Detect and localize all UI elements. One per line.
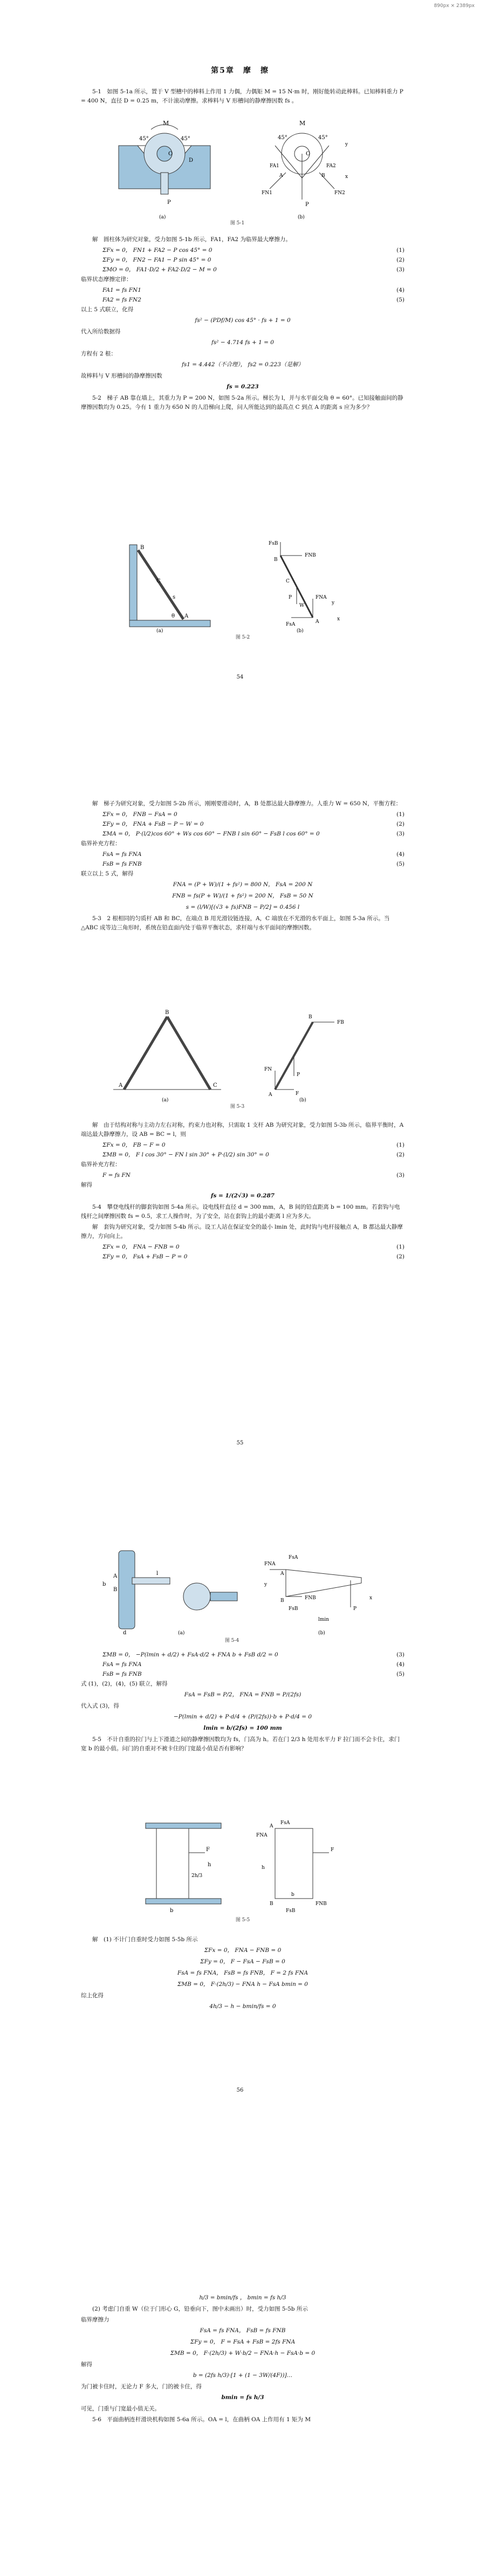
eq-5-2-3 — [81, 830, 404, 839]
label-A3: A — [119, 1083, 123, 1088]
label-A: A — [184, 613, 189, 619]
eq-5-1-4 — [81, 286, 404, 296]
eq-5-1-2 — [81, 256, 404, 265]
solution-5-2: 解 梯子为研究对象，受力如图 5-2b 所示，刚刚要滑动时，A，B 处都达最大静摩擦力。人重力 W = 650 N，平衡方程： — [92, 800, 402, 807]
fig-5-1a-label: (a) — [159, 215, 166, 220]
page-57 — [0, 2282, 480, 2573]
simplify-text-5: 综上化得 — [81, 1992, 104, 1999]
eq-text: FsB = fs FNB — [102, 1671, 142, 1677]
substitute-text-4: 代入式 (3)，得 — [81, 1703, 119, 1709]
label-FsB: FsB — [269, 541, 278, 546]
label-F5: F — [206, 1847, 210, 1853]
figure-5-5b — [256, 1820, 334, 1914]
eq-text: FA2 = fs FN2 — [102, 297, 141, 303]
label-FA1: FA1 — [270, 163, 279, 169]
label-B2: B — [274, 557, 278, 563]
critical-label-2: 临界补充方程： — [81, 840, 121, 847]
solution-5-5: 解 (1) 不计门自重时受力如图 5-5b 所示 — [92, 1936, 198, 1943]
eq-number: (1) — [396, 247, 404, 254]
critical-label-3: 临界补充方程： — [81, 1161, 121, 1168]
answer-5-1: fs = 0.223 — [227, 383, 259, 390]
fig-5-3a-label: (a) — [162, 1098, 169, 1103]
label-C3: C — [213, 1083, 217, 1088]
label-lmin: lmin — [318, 1617, 330, 1622]
wall — [129, 545, 137, 626]
solution-5-4: 解 套钩为研究对象，受力如图 5-4b 所示。设工人站在保证安全的最小 lmin 处，此时钩与电杆接触点 A，B 都达最大静摩擦力，方向向上。 — [81, 1224, 403, 1239]
hook-fbd — [286, 1570, 361, 1597]
label-P4: P — [297, 1072, 300, 1078]
rod-AB — [124, 1017, 167, 1090]
label-45b: 45° — [181, 136, 190, 142]
eq-5-2-5 — [81, 860, 404, 869]
combine-text: 以上 5 式联立，化得 — [81, 306, 134, 313]
eq-5-3-1 — [81, 1141, 404, 1150]
label-F7: F — [331, 1847, 334, 1853]
page-54 — [0, 0, 480, 680]
ladder — [138, 550, 183, 619]
combine-text-4: 式 (1)，(2)，(4)，(5) 联立，解得 — [81, 1681, 168, 1687]
note-5: 为门被卡住时，无论力 F 多大，门的被卡住，得 — [81, 2383, 202, 2390]
label-b7: b — [291, 1892, 294, 1897]
eq-text: FA1 = fs FN1 — [102, 287, 141, 293]
eq-text: FsA = fs FNA — [102, 1661, 142, 1668]
label-A6: A — [280, 1571, 284, 1577]
figure-5-2 — [124, 539, 361, 642]
result-5-4-1: FsA = FsB = P/2， FNA = FNB = P/(2fs) — [184, 1691, 301, 1698]
page-number-54: 54 — [236, 674, 244, 680]
label-O: O — [168, 151, 173, 157]
combine-text-2: 联立以上 5 式，解得 — [81, 871, 134, 877]
fig-5-3b-label: (b) — [299, 1098, 306, 1103]
eq-number: (1) — [396, 811, 404, 818]
eq-5-5-3: FsA = fs FNA， FsB = fs FNB， F = 2 fs FNA — [177, 1970, 308, 1976]
figure-5-2-svg — [124, 539, 361, 634]
roots-lead: 方程有 2 根： — [81, 351, 116, 357]
figure-5-4b — [264, 1555, 372, 1622]
label-FsA: FsA — [286, 622, 296, 627]
eq-text: ΣFx = 0， FB − F = 0 — [102, 1142, 166, 1148]
eq-number: (3) — [396, 1652, 404, 1658]
figure-5-3-svg — [108, 1009, 367, 1103]
eq-number: (2) — [396, 1253, 404, 1260]
conclusion-5-1: 故棒料与 V 形槽间的静摩擦因数 — [81, 373, 162, 379]
eq-text: ΣFy = 0， FNA + FsB − P − W = 0 — [102, 821, 204, 827]
eq-5-4-5 — [81, 1670, 404, 1680]
label-O-b: O — [306, 151, 311, 157]
label-h7: h — [262, 1865, 265, 1871]
label-FsA7: FsA — [280, 1820, 290, 1826]
figure-5-2a — [129, 545, 210, 627]
label-y6: y — [264, 1582, 268, 1587]
problem-5-2-statement: 5-2 梯子 AB 靠在墙上，其重力为 P = 200 N，如图 5-2a 所示。梯长为 l，并与水平面交角 θ = 60°。已知接触面间的静摩擦因数均为 0.25。今有 1 重力为 650 N 的人沿梯向上爬，问人所能达到的最高点 C 到点 A 的距离 s 应为多少？ — [81, 395, 403, 410]
eq-text: ΣMA = 0， P·(l/2)cos 60° + Ws cos 60° − FNB l sin 60° − FsB l cos 60° = 0 — [102, 831, 320, 837]
problem-5-5-statement: 5-5 不计自重的拉门与上下滑道之间的静摩擦因数均为 fs，门高为 h。若在门 2/3 h 处用水平力 F 拉门而不会卡住，求门宽 b 的最小值。问门的自重对不被卡住的门宽最小值是否有影响？ — [81, 1736, 400, 1752]
label-A5: A — [113, 1573, 118, 1579]
label-y2: y — [332, 600, 335, 606]
eq-text: F = fs FN — [102, 1172, 131, 1179]
page-number-55: 55 — [236, 1440, 244, 1446]
eq-text: ΣFy = 0， FsA + FsB − P = 0 — [102, 1253, 188, 1260]
figure-5-1-caption: 图 5-1 — [230, 221, 245, 226]
eq-5-4-2 — [81, 1252, 404, 1262]
label-45-b1: 45° — [278, 135, 287, 141]
critical-label-5: 临界摩擦力 — [81, 2317, 109, 2323]
chapter-title: 第5章 摩 擦 — [211, 66, 269, 75]
roots: fs1 = 4.442（不合理）， fs2 = 0.223（是解） — [181, 361, 304, 368]
label-FNA5: FNA — [264, 1561, 276, 1567]
label-FN: FN — [264, 1067, 272, 1072]
label-FNB5: FNB — [305, 1595, 316, 1601]
lower-track — [146, 1899, 221, 1904]
eq-5-2-2 — [81, 820, 404, 830]
upper-track — [146, 1823, 221, 1828]
critical-label: 临界状态摩擦定律： — [81, 276, 132, 283]
label-FA2: FA2 — [326, 163, 336, 169]
label-D: D — [189, 157, 194, 163]
door-fbd — [275, 1828, 313, 1899]
label-C2: C — [286, 579, 290, 584]
substitute-text: 代入所给数据得 — [81, 328, 121, 335]
conclusion-5-5: 可见，门重与门宽最小值无关。 — [81, 2406, 160, 2412]
figure-5-1b — [262, 120, 348, 208]
label-P2: P — [289, 595, 292, 600]
fig-5-2b-label: (b) — [297, 628, 304, 634]
eq-number: (2) — [396, 1152, 404, 1158]
rod-stem — [161, 173, 168, 194]
label-x6: x — [369, 1595, 373, 1601]
label-B: B — [140, 545, 145, 551]
figure-5-1a — [119, 120, 210, 205]
eq-5-5-4: ΣMB = 0， F·(2h/3) − FNA h − FsA bmin = 0 — [177, 1981, 308, 1988]
label-FB: FB — [337, 1020, 344, 1025]
solve-label-5: 解得 — [81, 2361, 92, 2368]
problem-5-4-statement: 5-4 攀登电线杆的脚套钩如图 5-4a 所示。设电线杆直径 d = 300 mm，A，B 间的铅直距离 b = 100 mm。若套钩与电线杆之间摩擦因数 fs = 0.5，求工人操作时，为了安全，站在套钩上的最小距离 l 应为多大。 — [81, 1204, 400, 1220]
eq-number: (3) — [396, 831, 404, 837]
fn1-arrow — [270, 173, 286, 189]
label-s: s — [173, 594, 176, 600]
label-B6: B — [280, 1598, 284, 1604]
problem-5-3-statement: 5-3 2 根相同的匀质杆 AB 和 BC，在端点 B 用光滑铰链连接，A，C 端放在不光滑的水平面上，如图 5-3a 所示。当 △ABC 成等边三角形时，系统在铅直面内处于临界平衡状态，求杆端与水平面间的摩擦因数。 — [81, 915, 390, 931]
label-FsA5: FsA — [289, 1555, 298, 1560]
label-P-b: P — [305, 202, 309, 208]
eq-text: ΣFx = 0， FN1 + FA2 − P cos 45° = 0 — [102, 247, 212, 254]
eq-5-2-1 — [81, 810, 404, 820]
door — [156, 1828, 189, 1899]
label-FNA7: FNA — [256, 1833, 268, 1838]
label-W: W — [299, 603, 305, 608]
part-2-text: (2) 考虑门自重 W（位于门形心 G，铅垂向下，图中未画出）时，受力如图 5-5b 所示 — [92, 2306, 308, 2312]
label-B3: B — [165, 1010, 169, 1016]
result-5-5-3: b = (2fs h/3)·[1 + (1 − 3W/(4F))]… — [193, 2372, 293, 2379]
figure-5-3-caption: 图 5-3 — [230, 1104, 245, 1109]
label-2h3: 2h/3 — [191, 1873, 203, 1879]
figure-5-2b — [269, 541, 340, 627]
eq-text: FsA = fs FNA — [102, 851, 142, 858]
label-FNA: FNA — [316, 595, 327, 600]
eq-text: ΣMO = 0， FA1·D/2 + FA2·D/2 − M = 0 — [102, 266, 217, 273]
eq-5-5-6: ΣFy = 0， F = FsA + FsB = 2fs FNA — [190, 2339, 296, 2345]
watermark: 890px × 2389px — [434, 3, 475, 9]
result-5-2-2: FNB = fs(P + W)/(1 + fs²) = 200 N， FsB = 50 N — [172, 893, 313, 899]
figure-5-5-svg — [140, 1818, 345, 1917]
eq-text: ΣMB = 0， F l cos 30° − FN l sin 30° + P·(l/2) sin 30° = 0 — [102, 1152, 269, 1158]
result-5-5-2: h/3 = bmin/fs ， bmin = fs h/3 — [199, 2294, 286, 2301]
eq-5-2-4 — [81, 850, 404, 860]
eq-number: (5) — [396, 1671, 404, 1677]
fig-5-2a-label: (a) — [156, 628, 163, 634]
fig-5-4b-label: (b) — [318, 1630, 325, 1636]
figure-5-3 — [108, 1009, 367, 1111]
label-45a: 45° — [139, 136, 149, 142]
label-b5: b — [170, 1908, 174, 1914]
result-5-2-3: s = (l/W)[(√3 + fs)FNB − P/2] = 0.456 l — [186, 904, 300, 910]
figure-5-4a — [102, 1551, 237, 1636]
figure-5-3a — [113, 1010, 221, 1090]
figure-5-5a — [146, 1823, 221, 1914]
pole — [119, 1551, 135, 1629]
label-FsB5: FsB — [289, 1606, 298, 1612]
eq-5-1-1 — [81, 246, 404, 256]
page-56 — [0, 1548, 480, 2168]
label-M-b: M — [299, 120, 306, 127]
label-45-b2: 45° — [318, 135, 328, 141]
eq-5-3-2 — [81, 1150, 404, 1160]
label-FN2: FN2 — [334, 190, 345, 196]
floor — [129, 620, 210, 627]
label-B5: B — [113, 1587, 118, 1593]
eq-number: (5) — [396, 861, 404, 867]
result-5-4-2: −P(lmin + d/2) + P·d/4 + (P/(2fs))·b + P·d/4 = 0 — [173, 1714, 312, 1720]
page-number-56: 56 — [236, 2087, 244, 2093]
problem-5-6-statement: 5-6 平面曲柄连杆滑块机构如图 5-6a 所示。OA = l，在曲柄 OA 上作用有 1 矩为 M — [92, 2416, 311, 2423]
label-F: F — [296, 1091, 299, 1097]
label-d: d — [123, 1630, 127, 1636]
result-5-5-1: 4h/3 − h − bmin/fs = 0 — [209, 2003, 276, 2010]
eq-5-5-5: FsA = fs FNA， FsB = fs FNB — [200, 2327, 286, 2334]
result-5-2-1: FNA = (P + W)/(1 + fs²) = 800 N， FsA = 200 N — [173, 881, 313, 888]
eq-number: (1) — [396, 1244, 404, 1250]
solution-5-3: 解 由于结构对称与主动力左右对称，约束力也对称，只需取 1 支杆 AB 为研究对象，受力如图 5-3b 所示，临界平衡时，A 端达最大静摩擦力，设 AB = BC = l，则 — [81, 1122, 404, 1138]
eq-5-5-7: ΣMB = 0， F·(2h/3) + W·b/2 − FNA·h − FsA·b = 0 — [170, 2350, 316, 2356]
eq-number: (4) — [396, 851, 404, 858]
eq-number: (2) — [396, 257, 404, 263]
eq-number: (3) — [396, 1172, 404, 1179]
label-theta: θ — [172, 613, 175, 619]
label-x: x — [345, 174, 348, 180]
solution-5-1: 解 圆柱体为研究对象，受力如图 5-1b 所示，FA1，FA2 为临界最大摩擦力。 — [92, 236, 291, 243]
eq-number: (4) — [396, 287, 404, 293]
eq-5-1-7: fs² − 4.714 fs + 1 = 0 — [211, 339, 274, 346]
label-M: M — [163, 120, 169, 127]
label-l: l — [156, 1571, 159, 1577]
label-h: h — [208, 1862, 211, 1868]
hook-arm — [132, 1578, 170, 1584]
label-B7: B — [270, 1901, 273, 1907]
label-FN1: FN1 — [262, 190, 272, 196]
figure-5-2-caption: 图 5-2 — [235, 635, 250, 640]
figure-5-4-caption: 图 5-4 — [224, 1638, 239, 1643]
label-FNB: FNB — [305, 553, 316, 558]
label-A4: A — [269, 1092, 272, 1098]
label-b: b — [102, 1581, 106, 1587]
eq-number: (1) — [396, 1142, 404, 1148]
label-P: P — [167, 200, 171, 205]
pole-section — [183, 1583, 210, 1610]
eq-5-4-3 — [81, 1650, 404, 1660]
eq-5-1-5 — [81, 296, 404, 305]
figure-5-4-svg — [81, 1548, 383, 1637]
solve-label-3: 解得 — [81, 1182, 92, 1188]
rod-AB-fbd — [275, 1022, 313, 1090]
fig-5-4a-label: (a) — [178, 1630, 185, 1636]
answer-5-5: bmin = fs h/3 — [221, 2394, 264, 2401]
eq-number: (3) — [396, 266, 404, 273]
label-A2: A — [316, 619, 319, 625]
eq-5-1-6: fs² − (PDf/M) cos 45° · fs + 1 = 0 — [195, 317, 291, 324]
fig-5-1b-label: (b) — [298, 215, 305, 220]
answer-5-3: fs = 1/(2√3) = 0.287 — [210, 1193, 275, 1199]
eq-5-4-1 — [81, 1243, 404, 1252]
figure-5-3b — [264, 1015, 344, 1098]
eq-text: ΣFx = 0， FNB − FsA = 0 — [102, 811, 177, 818]
answer-5-4: lmin = b/(2fs) = 100 mm — [203, 1725, 282, 1731]
label-FsB7: FsB — [286, 1908, 296, 1914]
problem-5-1-statement: 5-1 如图 5-1a 所示，置于 V 型槽中的棒料上作用 1 力偶，力偶矩 M = 15 N·m 时，刚好能转动此棒料。已知棒料重力 P = 400 N，直径 D = 0.25 m，不计滚动摩擦。求棒料与 V 形槽间的静摩擦因数 fs 。 — [81, 88, 403, 104]
label-C: C — [156, 578, 161, 584]
eq-text: FsB = fs FNB — [102, 861, 142, 867]
figure-5-5-caption: 图 5-5 — [235, 1917, 250, 1923]
label-A: A — [279, 173, 283, 179]
label-A7: A — [270, 1824, 273, 1829]
eq-text: ΣMB = 0， −P(lmin + d/2) + FsA·d/2 + FNA b + FsB d/2 = 0 — [102, 1652, 278, 1658]
eq-5-5-1: ΣFx = 0， FNA − FNB = 0 — [204, 1947, 282, 1954]
figure-5-1 — [108, 113, 367, 227]
figure-5-4 — [81, 1548, 383, 1645]
eq-text: ΣFx = 0， FNA − FNB = 0 — [102, 1244, 180, 1250]
label-y: y — [345, 142, 348, 147]
figure-5-5 — [140, 1818, 345, 1926]
eq-5-4-4 — [81, 1660, 404, 1670]
rod-BC — [167, 1017, 210, 1090]
eq-5-5-2: ΣFy = 0， F − FsA − FsB = 0 — [200, 1958, 285, 1965]
figure-5-1-svg — [108, 113, 367, 221]
eq-text: ΣFy = 0， FN2 − FA1 − P sin 45° = 0 — [102, 257, 211, 263]
label-P6: P — [353, 1606, 357, 1612]
eq-5-1-3 — [81, 265, 404, 275]
label-x2: x — [337, 616, 340, 622]
eq-number: (2) — [396, 821, 404, 827]
label-FNB7: FNB — [316, 1901, 327, 1907]
eq-5-3-3 — [81, 1171, 404, 1181]
label-B4: B — [308, 1015, 312, 1020]
label-B: B — [321, 173, 325, 179]
eq-number: (5) — [396, 297, 404, 303]
page-55 — [0, 787, 480, 1446]
hook-plan — [210, 1592, 237, 1601]
eq-number: (4) — [396, 1661, 404, 1668]
